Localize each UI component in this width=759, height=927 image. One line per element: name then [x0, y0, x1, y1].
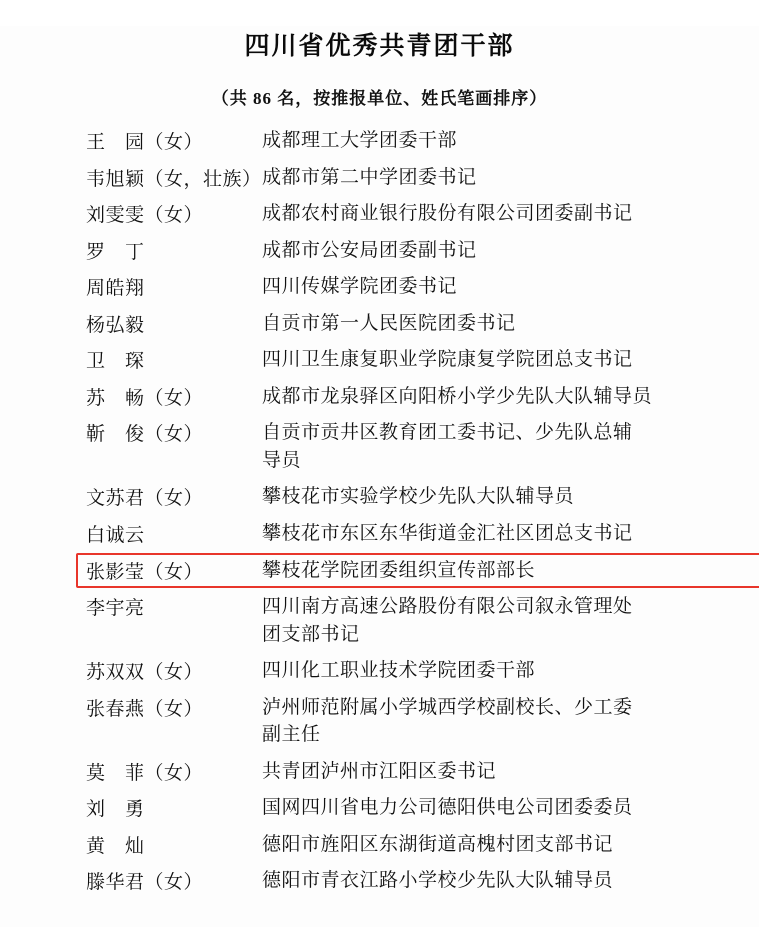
honoree-role-line: 国网四川省电力公司德阳供电公司团委委员 [262, 797, 633, 819]
list-item [86, 657, 715, 685]
honoree-name: 黄 灿 [86, 835, 145, 857]
honoree-role [262, 383, 715, 411]
honoree-role-line: 成都农村商业银行股份有限公司团委副书记 [262, 203, 633, 225]
document-page [0, 26, 759, 927]
list-item [86, 310, 715, 338]
honoree-role [262, 794, 715, 822]
honoree-role [262, 593, 715, 648]
honoree-name: 卫 琛 [86, 351, 145, 373]
list-item [86, 867, 715, 895]
honoree-role-line: 自贡市贡井区教育团工委书记、少先队总辅 [262, 422, 633, 444]
honoree-role [262, 694, 715, 749]
honoree-name: 莫 菲（女） [86, 762, 204, 784]
honoree-name: 李宇亮 [86, 598, 145, 620]
list-item [86, 273, 715, 301]
honoree-name: 刘雯雯（女） [86, 205, 204, 227]
honoree-role-line: 四川传媒学院团委书记 [262, 276, 458, 298]
list-item [86, 694, 715, 749]
list-item [86, 557, 715, 585]
list-item [86, 127, 715, 155]
list-item [86, 794, 715, 822]
honoree-role-line-cont: 导员 [262, 449, 302, 471]
honoree-role [262, 867, 715, 895]
honoree-list [0, 127, 759, 895]
honoree-role-line: 成都市龙泉驿区向阳桥小学少先队大队辅导员 [262, 385, 653, 407]
honoree-name: 文苏君（女） [86, 488, 204, 510]
honoree-role [262, 310, 715, 338]
list-item [86, 164, 715, 192]
honoree-role-line: 四川南方高速公路股份有限公司叙永管理处 [262, 596, 633, 618]
honoree-role-line: 四川化工职业技术学院团委干部 [262, 660, 536, 682]
honoree-role-line-cont: 团支部书记 [262, 623, 360, 645]
honoree-role-line: 德阳市旌阳区东湖街道高槐村团支部书记 [262, 833, 614, 855]
list-item [86, 520, 715, 548]
honoree-role-line: 四川卫生康复职业学院康复学院团总支书记 [262, 349, 633, 371]
honoree-name: 白诚云 [86, 525, 145, 547]
honoree-name: 苏双双（女） [86, 662, 204, 684]
honoree-name: 张影莹（女） [86, 561, 204, 583]
honoree-role [262, 758, 715, 786]
list-item [86, 200, 715, 228]
list-item [86, 483, 715, 511]
honoree-role-line: 共青团泸州市江阳区委书记 [262, 760, 497, 782]
honoree-role-line: 攀枝花学院团委组织宣传部部长 [262, 559, 536, 581]
list-item [86, 237, 715, 265]
honoree-role-line: 成都理工大学团委干部 [262, 130, 458, 151]
honoree-role [262, 200, 715, 228]
list-item [86, 593, 715, 648]
honoree-role-line: 泸州师范附属小学城西学校副校长、少工委 [262, 696, 633, 718]
honoree-role [262, 237, 715, 265]
honoree-name: 周皓翔 [86, 278, 145, 300]
honoree-name: 韦旭颖（女，壮族） [86, 168, 262, 190]
page-subtitle: （共 86 名，按推报单位、姓氏笔画排序） [211, 89, 548, 108]
honoree-role [262, 273, 715, 301]
list-item [86, 419, 715, 474]
honoree-role-line: 自贡市第一人民医院团委书记 [262, 312, 516, 334]
list-item [86, 383, 715, 411]
honoree-role [262, 127, 715, 155]
honoree-role [262, 520, 715, 548]
page-title: 四川省优秀共青团干部 [244, 33, 515, 60]
honoree-role [262, 657, 715, 685]
honoree-role-line-cont: 副主任 [262, 724, 321, 746]
honoree-role [262, 346, 715, 374]
honoree-name: 王 园（女） [86, 132, 204, 153]
honoree-role [262, 164, 715, 192]
list-item [86, 831, 715, 859]
honoree-name: 张春燕（女） [86, 698, 204, 720]
honoree-name: 罗 丁 [86, 241, 145, 263]
honoree-name: 苏 畅（女） [86, 387, 204, 409]
honoree-role-line: 成都市第二中学团委书记 [262, 166, 477, 188]
list-item [86, 758, 715, 786]
honoree-role [262, 557, 715, 585]
honoree-name: 刘 勇 [86, 799, 145, 821]
honoree-name: 滕华君（女） [86, 872, 204, 894]
honoree-role-line: 成都市公安局团委副书记 [262, 239, 477, 261]
honoree-name: 靳 俊（女） [86, 424, 204, 446]
list-item [86, 346, 715, 374]
honoree-role [262, 483, 715, 511]
honoree-role-line: 德阳市青衣江路小学校少先队大队辅导员 [262, 870, 614, 892]
honoree-role [262, 419, 715, 474]
honoree-role [262, 831, 715, 859]
honoree-role-line: 攀枝花市实验学校少先队大队辅导员 [262, 486, 575, 508]
honoree-name: 杨弘毅 [86, 314, 145, 336]
honoree-role-line: 攀枝花市东区东华街道金汇社区团总支书记 [262, 523, 633, 545]
